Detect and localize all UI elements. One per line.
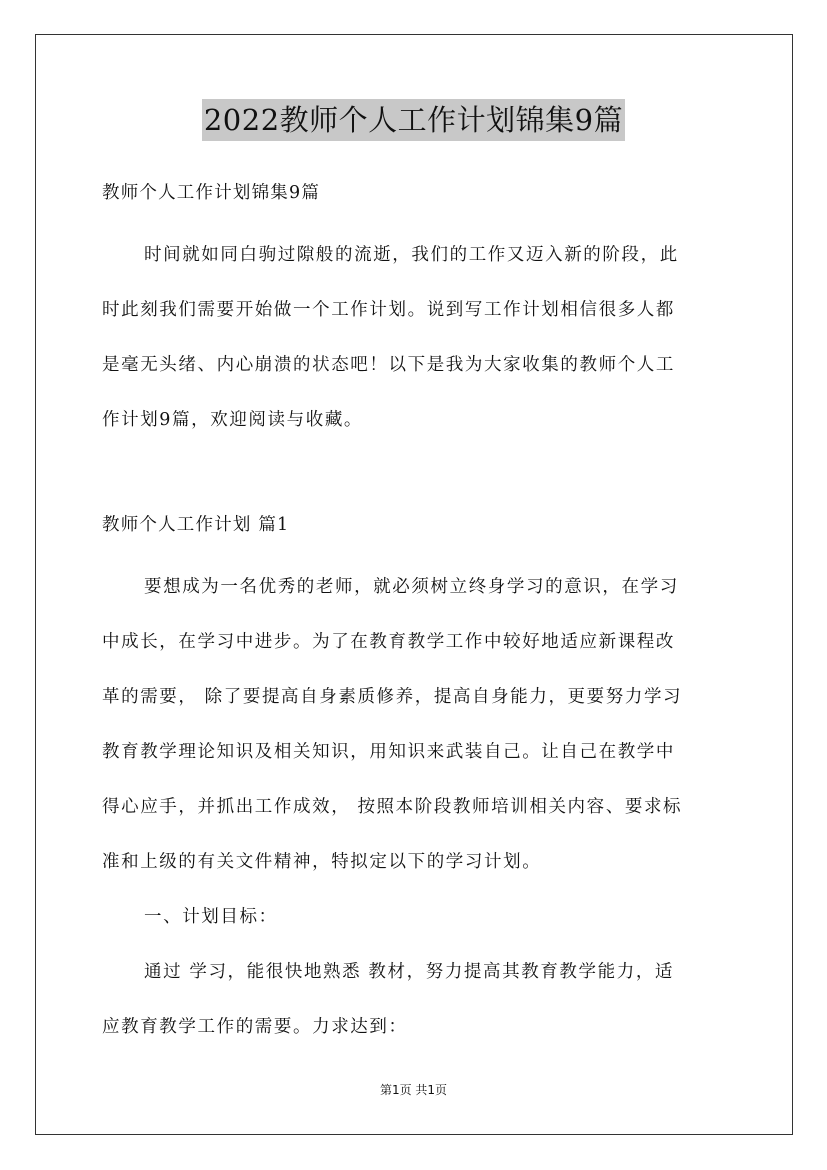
goal-line: 通过 学习，能很快地熟悉 教材，努力提高其教育教学能力，适 (144, 962, 675, 982)
section-line: 准和上级的有关文件精神，特拟定以下的学习计划。 (102, 852, 542, 872)
section-heading: 教师个人工作计划 篇1 (102, 515, 290, 535)
intro-line: 作计划9篇，欢迎阅读与收藏。 (102, 410, 364, 430)
spacer (102, 448, 727, 502)
section-line: 教育教学理论知识及相关知识，用知识来武装自己。让自己在教学中 (102, 742, 675, 762)
title-wrap (0, 99, 827, 141)
goal-line: 应教育教学工作的需要。力求达到： (102, 1017, 408, 1037)
page-footer: 第1页 共1页 (379, 1083, 448, 1097)
section-line: 得心应手，并抓出工作成效， 按照本阶段教师培训相关内容、要求标 (102, 797, 683, 817)
section-line: 革的需要， 除了要提高自身素质修养，提高自身能力，更要努力学习 (102, 687, 683, 707)
intro-line: 时此刻我们需要开始做一个工作计划。说到写工作计划相信很多人都 (102, 300, 675, 320)
section-line: 要想成为一名优秀的老师，就必须树立终身学习的意识，在学习 (144, 577, 679, 597)
goal-heading: 一、计划目标： (144, 907, 278, 927)
section-line: 中成长，在学习中进步。为了在教育教学工作中较好地适应新课程改 (102, 632, 675, 652)
document-title: 2022教师个人工作计划锦集9篇 (202, 99, 625, 141)
document-body (102, 170, 727, 1055)
intro-line: 时间就如同白驹过隙般的流逝，我们的工作又迈入新的阶段，此 (144, 245, 679, 265)
spacer (102, 216, 727, 228)
intro-line: 是毫无头绪、内心崩溃的状态吧！以下是我为大家收集的教师个人工 (102, 355, 675, 375)
spacer (102, 548, 727, 560)
document-subtitle: 教师个人工作计划锦集9篇 (102, 183, 321, 203)
